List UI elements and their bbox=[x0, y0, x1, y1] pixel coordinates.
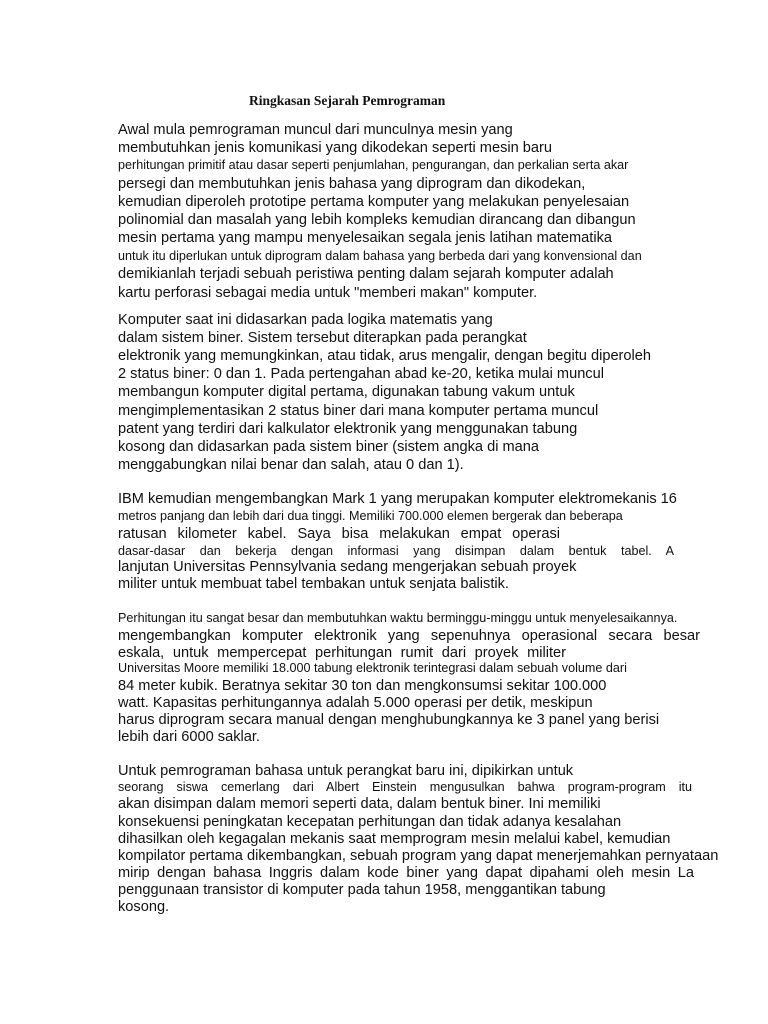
text-line: menggabungkan nilai benar dan salah, atau 0 dan 1). bbox=[118, 457, 464, 473]
text-line: militer untuk membuat tabel tembakan untuk senjata balistik. bbox=[118, 576, 509, 592]
text-line: mengembangkan komputer elektronik yang sepenuhnya operasional secara besar bbox=[118, 628, 700, 644]
text-line: harus diprogram secara manual dengan menghubungkannya ke 3 panel yang berisi bbox=[118, 712, 660, 728]
text-line: lanjutan Universitas Pennsylvania sedang mengerjakan sebuah proyek bbox=[118, 559, 577, 575]
text-line: mirip dengan bahasa Inggris dalam kode biner yang dapat dipahami oleh mesin La bbox=[118, 865, 694, 881]
text-line: dihasilkan oleh kegagalan mekanis saat memprogram mesin melalui kabel, kemudian bbox=[118, 831, 671, 847]
text-line: kosong. bbox=[118, 899, 170, 915]
text-line: IBM kemudian mengembangkan Mark 1 yang merupakan komputer elektromekanis 16 bbox=[118, 491, 677, 507]
text-line: kartu perforasi sebagai media untuk "memberi makan" komputer. bbox=[118, 285, 538, 301]
document-title: Ringkasan Sejarah Pemrograman bbox=[249, 93, 446, 108]
text-line: akan disimpan dalam memori seperti data, dalam bentuk biner. Ini memiliki bbox=[118, 796, 601, 812]
text-line: Universitas Moore memiliki 18.000 tabung elektronik terintegrasi dalam sebuah volume dari bbox=[118, 661, 627, 675]
text-line: ratusan kilometer kabel. Saya bisa melakukan empat operasi bbox=[118, 526, 560, 542]
text-line: persegi dan membutuhkan jenis bahasa yang diprogram dan dikodekan, bbox=[118, 176, 586, 192]
text-line: mesin pertama yang mampu menyelesaikan segala jenis latihan matematika bbox=[118, 230, 613, 246]
text-line: elektronik yang memungkinkan, atau tidak, arus mengalir, dengan begitu diperoleh bbox=[118, 348, 652, 364]
text-line: watt. Kapasitas perhitungannya adalah 5.000 operasi per detik, meskipun bbox=[118, 695, 593, 711]
text-line: kosong dan didasarkan pada sistem biner (sistem angka di mana bbox=[118, 439, 540, 455]
text-line: dalam sistem biner. Sistem tersebut diterapkan pada perangkat bbox=[118, 330, 527, 346]
text-line: 2 status biner: 0 dan 1. Pada pertengahan abad ke-20, ketika mulai muncul bbox=[118, 366, 604, 382]
text-line: Awal mula pemrograman muncul dari munculnya mesin yang bbox=[118, 122, 513, 138]
text-line: konsekuensi peningkatan kecepatan perhitungan dan tidak adanya kesalahan bbox=[118, 814, 622, 830]
text-line: Untuk pemrograman bahasa untuk perangkat baru ini, dipikirkan untuk bbox=[118, 763, 574, 779]
text-line: penggunaan transistor di komputer pada tahun 1958, menggantikan tabung bbox=[118, 882, 606, 898]
text-line: metros panjang dan lebih dari dua tinggi. Memiliki 700.000 elemen bergerak dan beberapa bbox=[118, 509, 623, 523]
text-line: demikianlah terjadi sebuah peristiwa penting dalam sejarah komputer adalah bbox=[118, 266, 614, 282]
text-line: 84 meter kubik. Beratnya sekitar 30 ton dan mengkonsumsi sekitar 100.000 bbox=[118, 678, 607, 694]
text-line: eskala, untuk mempercepat perhitungan rumit dari proyek militer bbox=[118, 645, 566, 661]
text-line: membutuhkan jenis komunikasi yang dikodekan seperti mesin baru bbox=[118, 140, 552, 156]
text-line: membangun komputer digital pertama, digunakan tabung vakum untuk bbox=[118, 384, 575, 400]
text-line: Komputer saat ini didasarkan pada logika matematis yang bbox=[118, 312, 493, 328]
text-line: Perhitungan itu sangat besar dan membutuhkan waktu berminggu-minggu untuk menyelesaikannya. bbox=[118, 611, 678, 625]
text-line: seorang siswa cemerlang dari Albert Einstein mengusulkan bahwa program-program itu bbox=[118, 780, 692, 794]
text-line: lebih dari 6000 saklar. bbox=[118, 729, 260, 745]
text-line: untuk itu diperlukan untuk diprogram dalam bahasa yang berbeda dari yang konvensional dan bbox=[118, 249, 642, 263]
text-line: mengimplementasikan 2 status biner dari mana komputer pertama muncul bbox=[118, 403, 599, 419]
text-line: polinomial dan masalah yang lebih kompleks kemudian dirancang dan dibangun bbox=[118, 212, 636, 228]
text-line: dasar-dasar dan bekerja dengan informasi yang disimpan dalam bentuk tabel. A bbox=[118, 544, 674, 558]
text-line: patent yang terdiri dari kalkulator elektronik yang menggunakan tabung bbox=[118, 421, 578, 437]
text-line: perhitungan primitif atau dasar seperti penjumlahan, pengurangan, dan perkalian serta akar bbox=[118, 158, 629, 172]
text-line: kemudian diperoleh prototipe pertama komputer yang melakukan penyelesaian bbox=[118, 194, 630, 210]
text-line: kompilator pertama dikembangkan, sebuah program yang dapat menerjemahkan pernyataan bbox=[118, 848, 719, 864]
